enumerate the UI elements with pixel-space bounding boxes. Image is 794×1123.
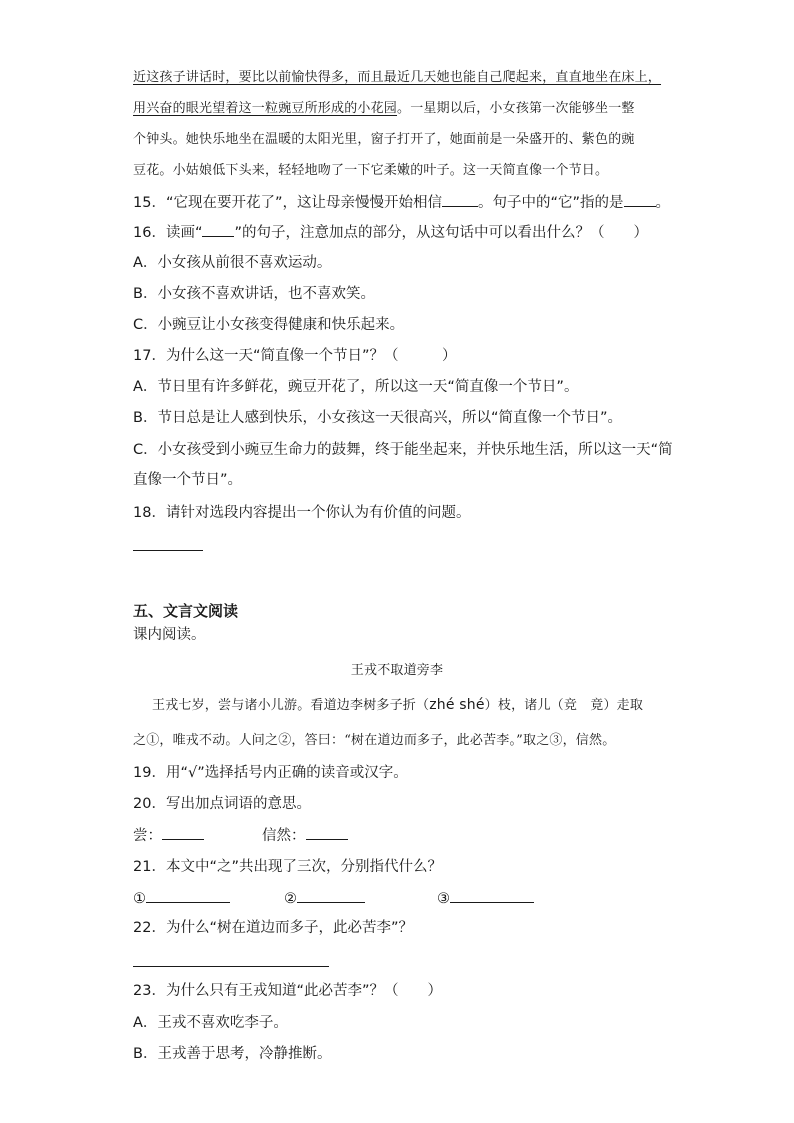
question-17-option-a[interactable]: A．节日里有许多鲜花，豌豆开花了，所以这一天“简直像一个节日”。 [133, 379, 579, 395]
passage-line-2 [133, 99, 635, 119]
answer-marker: ① [133, 891, 146, 907]
question-20-answers [133, 825, 348, 846]
question-17-option-c[interactable]: C．小女孩受到小豌豆生命力的鼓舞，终于能坐起来，并快乐地生活，所以这一天“简 [133, 442, 673, 458]
classical-text: ）枝，诸儿（竞 竟）走取 [484, 698, 644, 713]
answer-blank[interactable] [146, 888, 230, 903]
classical-text: 王戎七岁，尝与诸小儿游。看道边李树多子折（ [152, 698, 430, 713]
section-subheading: 课内阅读。 [133, 627, 206, 643]
term-label: 尝： [133, 828, 162, 844]
question-17-stem: 17．为什么这一天“简直像一个节日”？（ ） [133, 348, 457, 364]
passage-line-3: 个钟头。她快乐地坐在温暖的太阳光里，窗子打开了，她面前是一朵盛开的、紫色的豌 [133, 132, 635, 147]
answer-blank[interactable] [450, 888, 534, 903]
answer-blank[interactable] [624, 192, 656, 207]
question-15-text-1: 15．“它现在要开花了”，这让母亲慢慢开始相信 [133, 195, 442, 211]
answer-line[interactable] [133, 550, 203, 551]
answer-blank[interactable] [442, 192, 478, 207]
question-15 [133, 192, 670, 213]
question-15-text-3: 。 [655, 195, 671, 211]
classical-text-line-1 [152, 695, 643, 716]
question-16-option-a[interactable]: A．小女孩从前很不喜欢运动。 [133, 255, 332, 271]
passage-line-1 [133, 68, 661, 88]
section-heading: 五、文言文阅读 [133, 602, 239, 620]
question-16-text-2: ”的句子，注意加点的部分，从这句话中可以看出什么？（ ） [234, 225, 648, 241]
passage-underlined-text: 用兴奋的眼光望着这一粒豌豆所形成的小花园 [133, 101, 398, 116]
question-23-stem: 23．为什么只有王戎知道“此必苦李”？（ ） [133, 983, 442, 999]
answer-marker: ② [284, 891, 297, 907]
question-21-stem: 21．本文中“之”共出现了三次，分别指代什么？ [133, 859, 442, 875]
term-label: 信然： [262, 828, 306, 844]
question-17-option-b[interactable]: B．节日总是让人感到快乐，小女孩这一天很高兴，所以“简直像一个节日”。 [133, 410, 622, 426]
question-23-option-b[interactable]: B．王戎善于思考，冷静推断。 [133, 1046, 332, 1062]
passage-underlined-text: 近这孩子讲话时，要比以前愉快得多，而且最近几天她也能自己爬起来，直直地坐在床上， [133, 70, 662, 85]
answer-line[interactable] [133, 966, 329, 967]
question-15-text-2: 。句子中的“它”指的是 [477, 195, 624, 211]
question-18-stem: 18．请针对选段内容提出一个你认为有价值的问题。 [133, 505, 471, 521]
passage-line-4: 豆花。小姑娘低下头来，轻轻地吻了一下它柔嫩的叶子。这一天简直像一个节日。 [133, 163, 609, 178]
passage-text: 。一星期以后，小女孩第一次能够坐一整 [397, 101, 635, 116]
answer-blank[interactable] [297, 888, 365, 903]
question-21-answers [133, 888, 534, 909]
answer-marker: ③ [437, 891, 450, 907]
question-19-stem: 19．用“√”选择括号内正确的读音或汉字。 [133, 765, 408, 781]
pinyin-options[interactable]: zhé shé [429, 697, 485, 713]
answer-blank[interactable] [202, 222, 234, 237]
question-23-option-a[interactable]: A．王戎不喜欢吃李子。 [133, 1015, 288, 1031]
classical-text-line-2: 之①，唯戎不动。人问之②，答曰：“树在道边而多子，此必苦李。”取之③，信然。 [133, 733, 616, 748]
classical-text-title: 王戎不取道旁李 [350, 663, 444, 678]
answer-blank[interactable] [162, 825, 204, 840]
question-22-stem: 22．为什么“树在道边而多子，此必苦李”？ [133, 920, 413, 936]
question-17-option-c-cont: 直像一个节日”。 [133, 472, 243, 488]
question-20-stem: 20．写出加点词语的意思。 [133, 796, 311, 812]
answer-blank[interactable] [306, 825, 348, 840]
question-16-stem [133, 222, 648, 243]
question-16-option-b[interactable]: B．小女孩不喜欢讲话，也不喜欢笑。 [133, 286, 375, 302]
question-16-option-c[interactable]: C．小豌豆让小女孩变得健康和快乐起来。 [133, 317, 405, 333]
question-16-text-1: 16．读画“ [133, 225, 203, 241]
